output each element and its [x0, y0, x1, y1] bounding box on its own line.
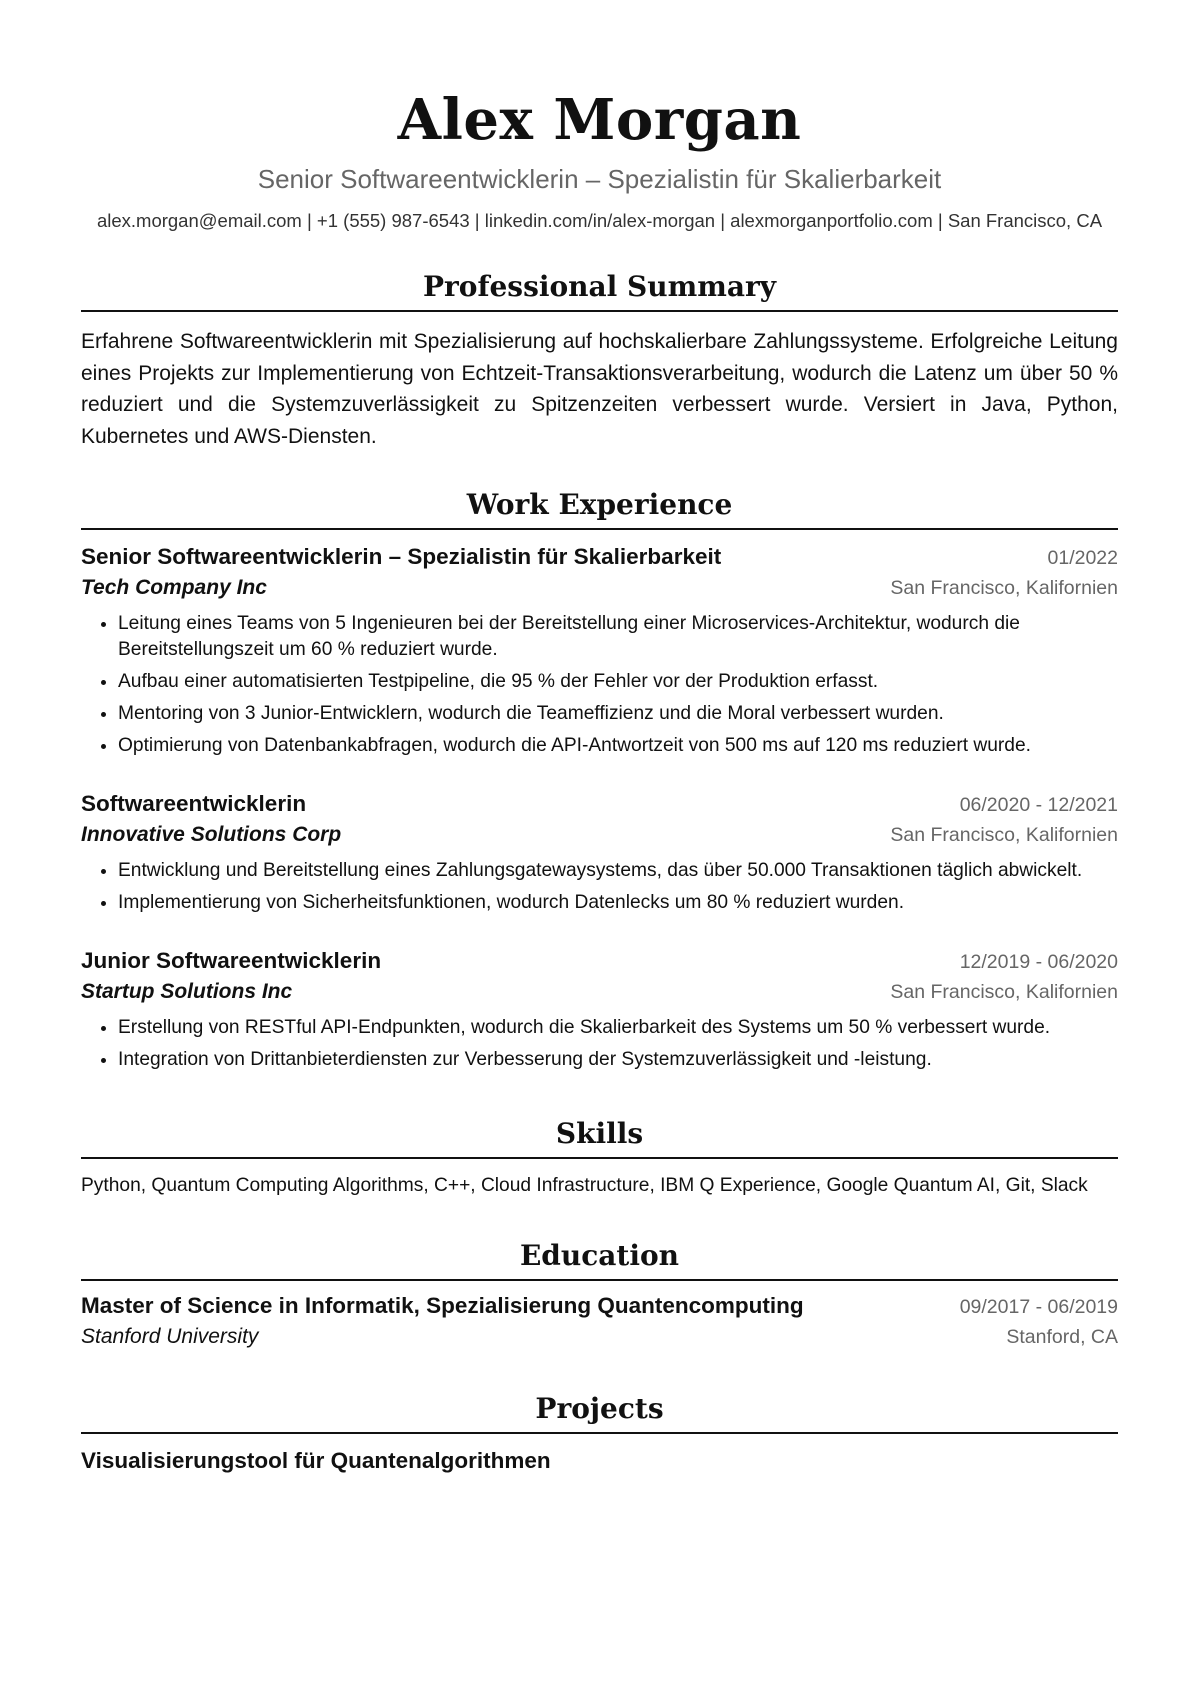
summary-section — [81, 270, 1118, 452]
degree-title: Master of Science in Informatik, Spezialisierung Quantencomputing — [81, 1293, 804, 1318]
project-title: Visualisierungstool für Quantenalgorithmen — [81, 1448, 551, 1473]
skills-text: Python, Quantum Computing Algorithms, C++, Cloud Infrastructure, IBM Q Experience, Google Quantum AI, Git, Slack — [81, 1175, 1088, 1196]
projects-heading: Projects — [81, 1392, 1118, 1434]
candidate-subtitle: Senior Softwareentwicklerin – Spezialistin für Skalierbarkeit — [257, 164, 942, 194]
job-bullet: • Aufbau einer automatisierten Testpipeline, die 95 % der Fehler vor der Produktion erfasst. — [118, 669, 1118, 695]
job-entry — [81, 946, 1118, 1073]
job-bullet: • Mentoring von 3 Junior-Entwicklern, wodurch die Teameffizienz und die Moral verbessert wurden. — [118, 701, 1118, 727]
education-entry — [81, 1291, 1118, 1352]
job-bullets — [81, 611, 1118, 759]
job-date: 06/2020 - 12/2021 — [959, 794, 1118, 816]
experience-heading: Work Experience — [81, 488, 1118, 530]
education-section — [81, 1239, 1118, 1352]
job-bullet: • Leitung eines Teams von 5 Ingenieuren bei der Bereitstellung einer Microservices-Architektur, wodurch die Bereitstellungszeit um 60 % reduziert wurde. — [118, 611, 1118, 663]
education-heading: Education — [81, 1239, 1118, 1281]
contact-line: alex.morgan@email.com | +1 (555) 987-6543 | linkedin.com/in/alex-morgan | alexmorganportfolio.com | San Francisco, CA — [96, 210, 1103, 231]
job-company: Startup Solutions Inc — [81, 980, 293, 1003]
job-bullet: • Integration von Drittanbieterdiensten zur Verbesserung der Systemzuverlässigkeit und -leistung. — [118, 1047, 1118, 1073]
resume-page — [81, 0, 1118, 1476]
education-location: Stanford, CA — [1006, 1326, 1118, 1348]
job-location: San Francisco, Kalifornien — [890, 981, 1118, 1003]
projects-section — [81, 1392, 1118, 1476]
job-company: Innovative Solutions Corp — [81, 823, 342, 846]
job-bullets — [81, 1015, 1118, 1073]
job-bullet: • Entwicklung und Bereitstellung eines Zahlungsgatewaysystems, das über 50.000 Transaktionen täglich abwickelt. — [118, 858, 1118, 884]
school-name: Stanford University — [81, 1325, 259, 1348]
skills-section — [81, 1117, 1118, 1199]
job-date: 01/2022 — [1047, 547, 1118, 569]
job-title: Junior Softwareentwicklerin — [81, 948, 382, 973]
candidate-name: Alex Morgan — [397, 87, 802, 153]
skills-heading: Skills — [81, 1117, 1118, 1159]
job-company: Tech Company Inc — [81, 576, 267, 599]
job-bullets — [81, 858, 1118, 916]
education-date: 09/2017 - 06/2019 — [959, 1296, 1118, 1318]
job-title: Softwareentwicklerin — [81, 791, 307, 816]
summary-heading: Professional Summary — [81, 270, 1118, 312]
experience-section — [81, 488, 1118, 1073]
job-bullet: • Implementierung von Sicherheitsfunktionen, wodurch Datenlecks um 80 % reduziert wurden. — [118, 890, 1118, 916]
job-title: Senior Softwareentwicklerin – Spezialistin für Skalierbarkeit — [81, 544, 722, 569]
job-bullet: • Optimierung von Datenbankabfragen, wodurch die API-Antwortzeit von 500 ms auf 120 ms reduziert wurde. — [118, 733, 1118, 759]
job-entry — [81, 542, 1118, 759]
job-location: San Francisco, Kalifornien — [890, 577, 1118, 599]
job-location: San Francisco, Kalifornien — [890, 824, 1118, 846]
job-date: 12/2019 - 06/2020 — [959, 951, 1118, 973]
summary-text: Erfahrene Softwareentwicklerin mit Spezialisierung auf hochskalierbare Zahlungssysteme. Erfolgreiche Leitung eines Projekts zur Implementierung von Echtzeit-Transaktionsverarbeitung, wodurch die Latenz um über 50 % reduziert und die Systemzuverlässigkeit zu Spitzenzeiten verbessert wurde. Versiert in Java, Python, Kubernetes und AWS-Diensten. — [81, 330, 1118, 448]
job-bullet: • Erstellung von RESTful API-Endpunkten, wodurch die Skalierbarkeit des Systems um 50 % verbessert wurde. — [118, 1015, 1118, 1041]
job-entry — [81, 789, 1118, 916]
